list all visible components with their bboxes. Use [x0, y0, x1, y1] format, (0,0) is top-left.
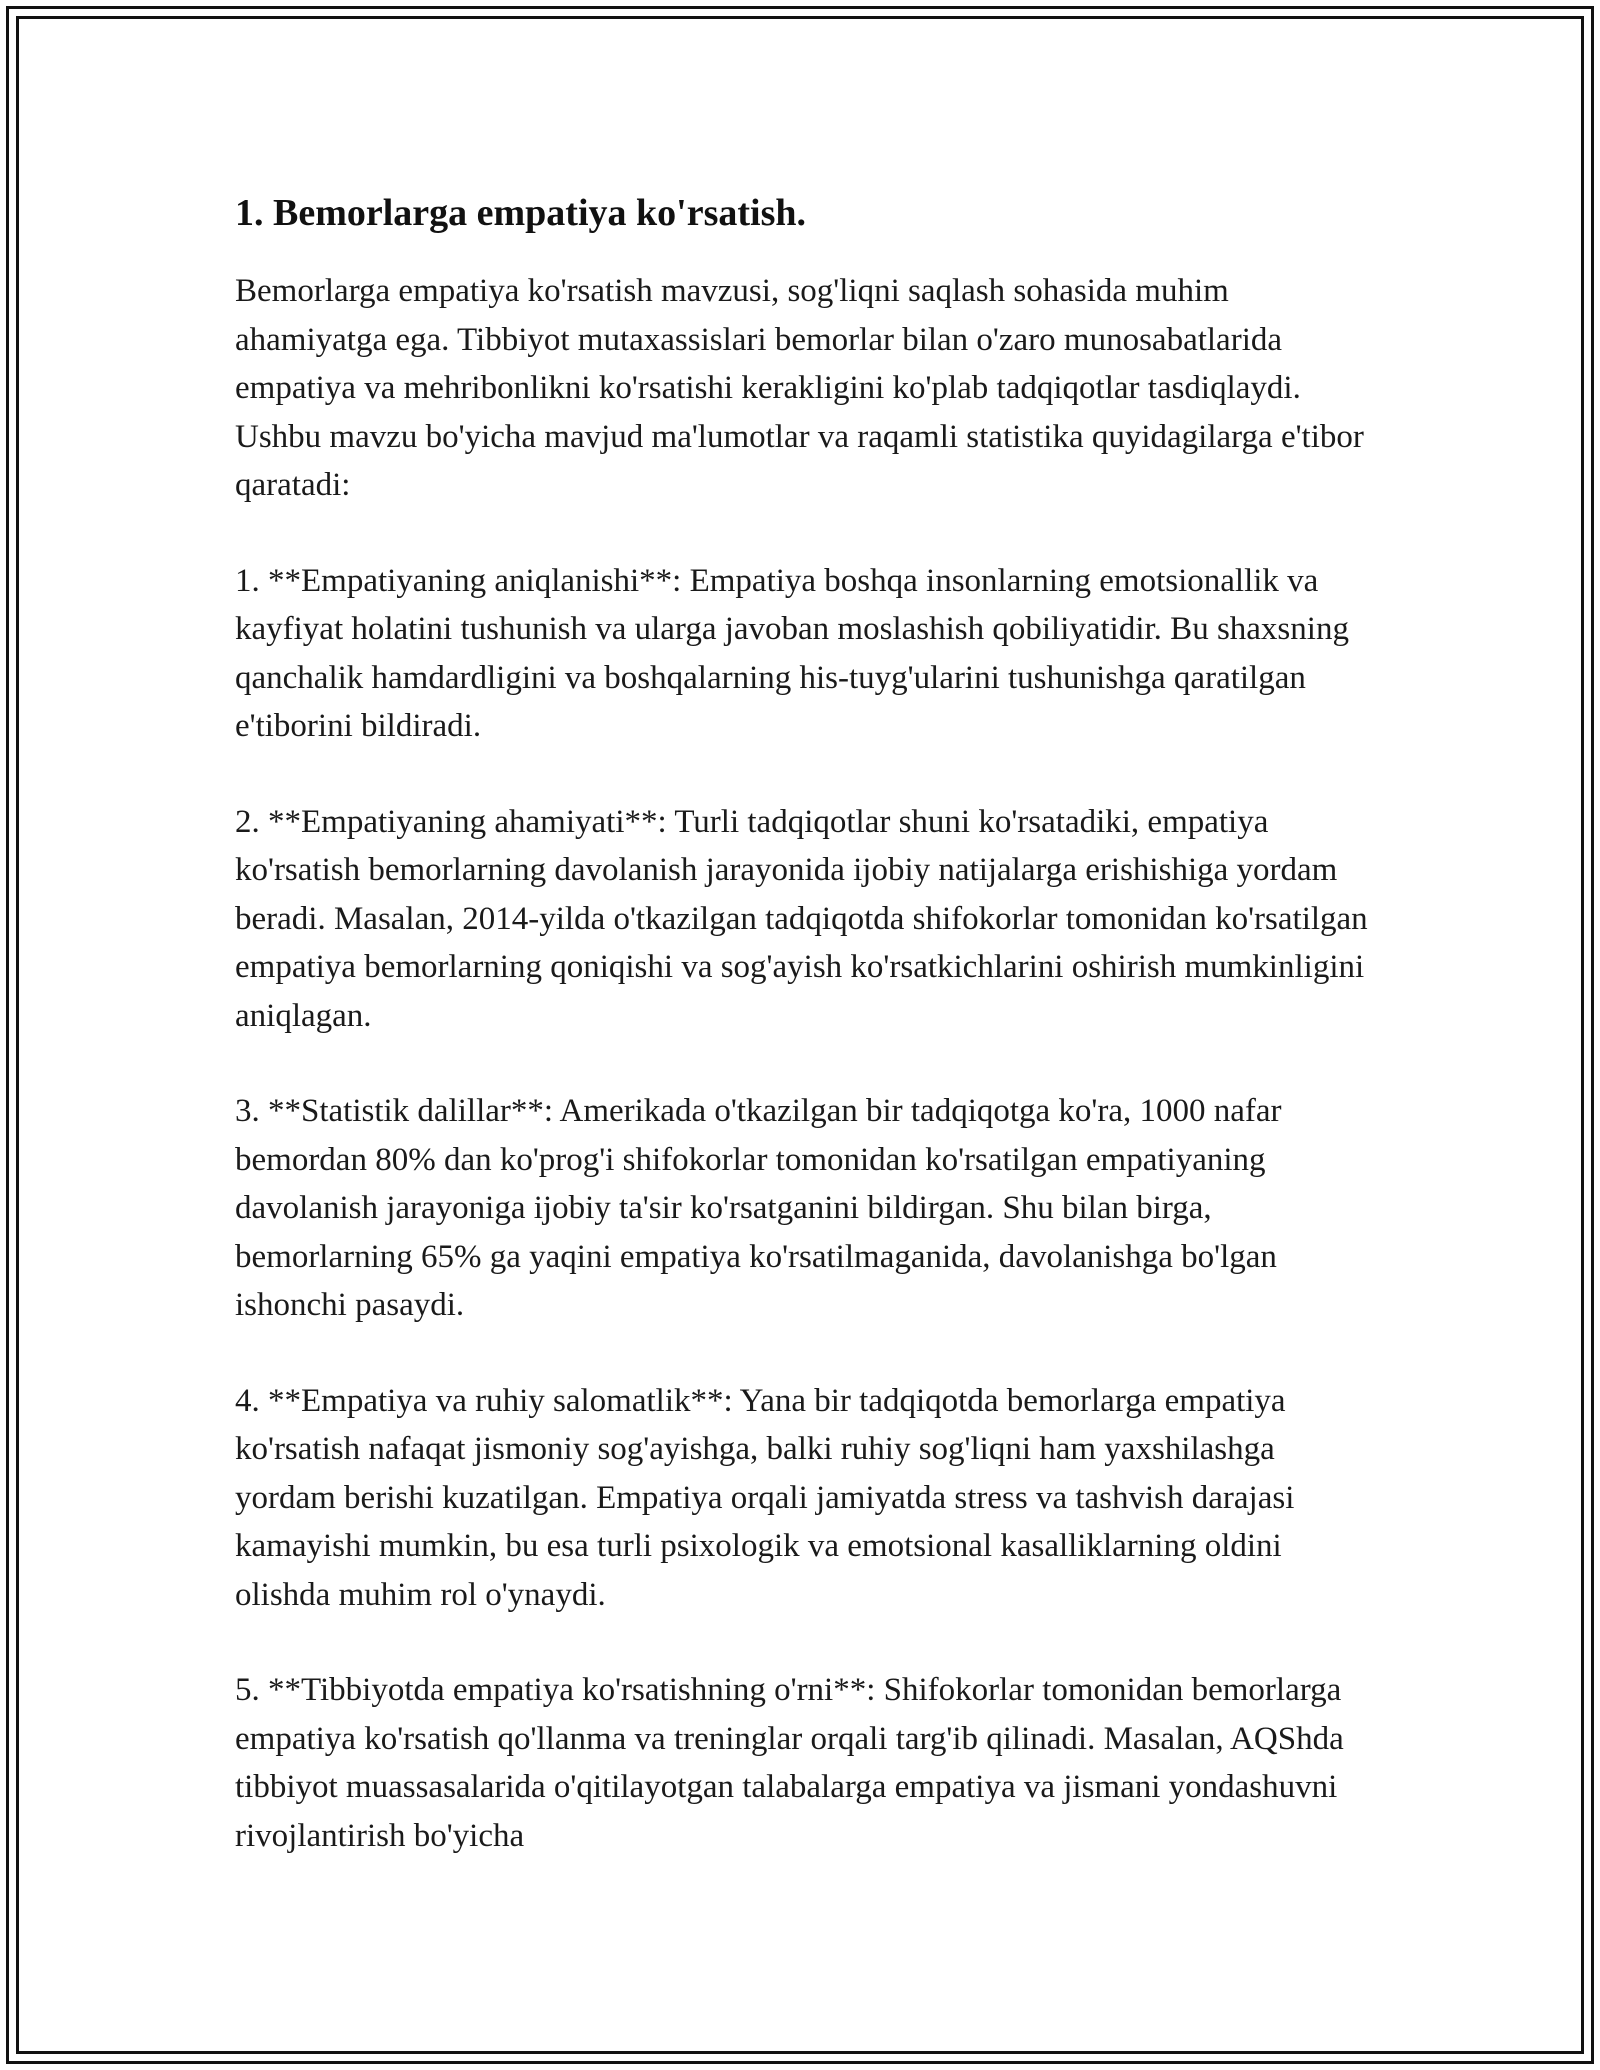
paragraph-statistical-evidence: 3. **Statistik dalillar**: Amerikada o'tkazilgan bir tadqiqotga ko'ra, 1000 nafar bemordan 80% dan ko'prog'i shifokorlar tomonidan ko'rsatilgan empatiyaning davolanish jarayoniga ijobiy ta'sir ko'rsatganini bildirgan. Shu bilan birga, bemorlarning 65% ga yaqini empatiya ko'rsatilmaganida, davolanishga bo'lgan ishonchi pasaydi. — [235, 1093, 1282, 1323]
paragraph-empathy-definition: 1. **Empatiyaning aniqlanishi**: Empatiya boshqa insonlarning emotsionallik va kayfiyat holatini tushunish va ularga javoban moslashish qobiliyatidir. Bu shaxsning qanchalik hamdardligini va boshqalarning his-tuyg'ularini tushunishga qaratilgan e'tiborini bildiradi. — [235, 562, 1349, 744]
document-body — [235, 185, 1375, 1907]
paragraph-empathy-in-medicine: 5. **Tibbiyotda empatiya ko'rsatishning o'rni**: Shifokorlar tomonidan bemorlarga empatiya ko'rsatish qo'llanma va treninglar orqali targ'ib qilinadi. Masalan, AQShda tibbiyot muassasalarida o'qitilayotgan talabalarga empatiya va jismani yondashuvni rivojlantirish bo'yicha — [235, 1672, 1344, 1854]
paragraph-empathy-mental-health: 4. **Empatiya va ruhiy salomatlik**: Yana bir tadqiqotda bemorlarga empatiya ko'rsatish nafaqat jismoniy sog'ayishga, balki ruhiy sog'liqni ham yaxshilashga yordam berishi kuzatilgan. Empatiya orqali jamiyatda stress va tashvish darajasi kamayishi mumkin, bu esa turli psixologik va emotsional kasalliklarning oldini olishda muhim rol o'ynaydi. — [235, 1382, 1295, 1613]
paragraph-empathy-importance: 2. **Empatiyaning ahamiyati**: Turli tadqiqotlar shuni ko'rsatadiki, empatiya ko'rsatish bemorlarning davolanish jarayonida ijobiy natijalarga erishishiga yordam beradi. Masalan, 2014-yilda o'tkazilgan tadqiqotda shifokorlar tomonidan ko'rsatilgan empatiya bemorlarning qoniqishi va sog'ayish ko'rsatkichlarini oshirish mumkinligini aniqlagan. — [235, 803, 1368, 1034]
section-heading: 1. Bemorlarga empatiya ko'rsatish. — [235, 192, 807, 234]
intro-paragraph: Bemorlarga empatiya ko'rsatish mavzusi, sog'liqni saqlash sohasida muhim ahamiyatga ega. Tibbiyot mutaxassislari bemorlar bilan o'zaro munosabatlarida empatiya va mehribonlikni ko'rsatishi kerakligini ko'plab tadqiqotlar tasdiqlaydi. Ushbu mavzu bo'yicha mavjud ma'lumotlar va raqamli statistika quyidagilarga e'tibor qaratadi: — [235, 273, 1364, 503]
